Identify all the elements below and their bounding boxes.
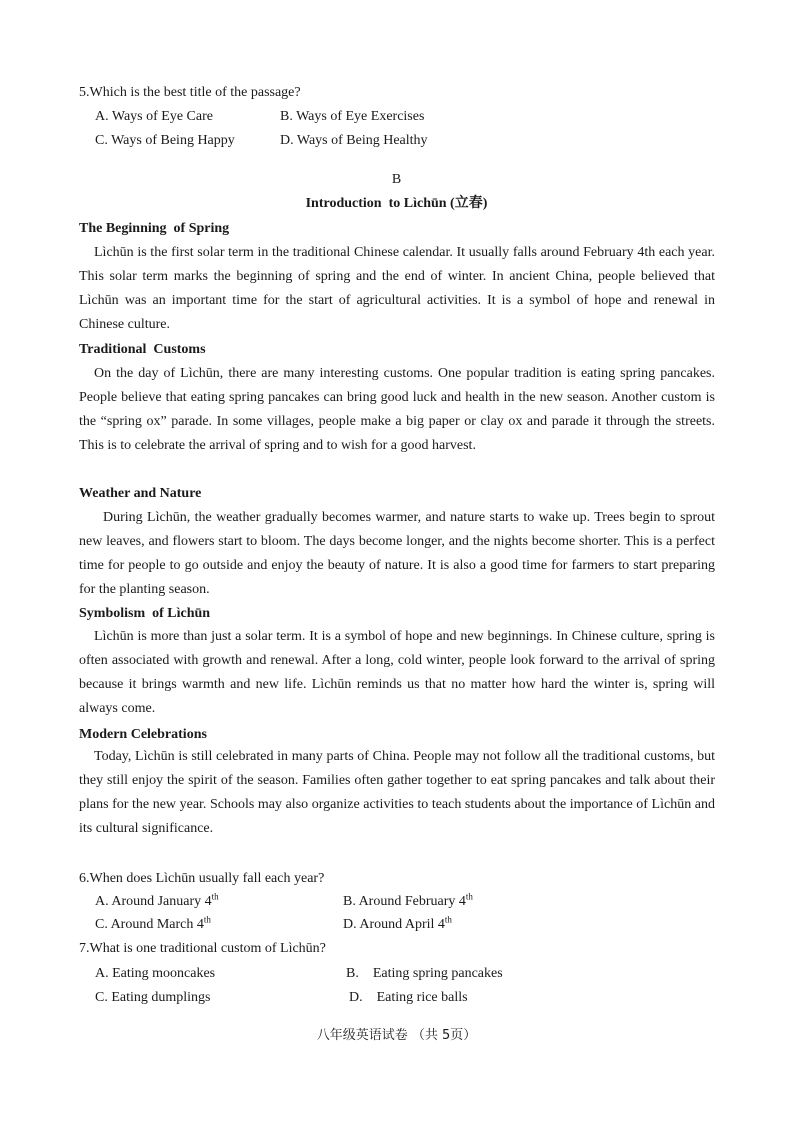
section-paragraph: Lìchūn is more than just a solar term. It is a symbol of hope and new beginnings. In Chinese culture, spring is often associated with growth and renewal. After a long, cold winter, people look forward to the arrival of spring because it brings warmth and new life. Lìchūn reminds us that no matter how hard the winter is, spring will always come. [79, 629, 715, 716]
q6-stem: 6.When does Lìchūn usually fall each year? [79, 871, 325, 886]
section-paragraph: During Lìchūn, the weather gradually becomes warmer, and nature starts to wake up. Trees begin to sprout new leaves, and flowers start to bloom. The days become longer, and the nights become shorter. This is a perfect time for people to go outside and enjoy the beauty of nature. It is also a good time for farmers to start preparing for the planting season. [79, 510, 715, 597]
q5-option-c: C. Ways of Being Happy [95, 133, 235, 148]
section-paragraph: On the day of Lìchūn, there are many interesting customs. One popular tradition is eating spring pancakes. People believe that eating spring pancakes can bring good luck and health in the new season. Another custom is the “spring ox” parade. In some villages, people make a big paper or clay ox and parade it through the streets. This is to celebrate the arrival of spring and to wish for a good harvest. [79, 366, 715, 453]
q7-option-b: B. Eating spring pancakes [346, 966, 503, 981]
section-heading: The Beginning of Spring [79, 221, 230, 236]
section-paragraph: Today, Lìchūn is still celebrated in many parts of China. People may not follow all the traditional customs, but they still enjoy the spirit of the season. Families often gather together to eat spring pancakes and talk about their plans for the new year. Schools may also organize activities to teach students about the importance of Lìchūn and its cultural significance. [79, 749, 715, 836]
q6-option-c: C. Around March 4th [95, 914, 211, 932]
section-heading: Weather and Nature [79, 486, 202, 501]
q6-option-b: B. Around February 4th [343, 891, 473, 909]
q6-option-a: A. Around January 4th [95, 891, 219, 909]
q5-option-d: D. Ways of Being Healthy [280, 133, 428, 148]
section-heading: Traditional Customs [79, 342, 206, 357]
section-heading: Modern Celebrations [79, 727, 207, 742]
passage-title: Introduction to Lìchūn (立春) [305, 196, 488, 211]
page-footer: 八年级英语试卷 （共 5页） [316, 1028, 477, 1043]
q5-option-b: B. Ways of Eye Exercises [280, 109, 425, 124]
q5-option-a: A. Ways of Eye Care [95, 109, 213, 124]
q7-option-d: D. Eating rice balls [349, 990, 468, 1005]
section-letter: B [391, 172, 402, 187]
section-heading: Symbolism of Lìchūn [79, 606, 211, 621]
q5-stem: 5.Which is the best title of the passage? [79, 85, 301, 100]
section-paragraph: Lìchūn is the first solar term in the traditional Chinese calendar. It usually falls around February 4th each year. This solar term marks the beginning of spring and the end of winter. In ancient China, people believed that Lìchūn was an important time for the start of agricultural activities. It is a symbol of hope and renewal in Chinese culture. [79, 245, 715, 332]
q7-option-a: A. Eating mooncakes [95, 966, 216, 981]
q7-stem: 7.What is one traditional custom of Lìchūn? [79, 941, 326, 956]
q7-option-c: C. Eating dumplings [95, 990, 211, 1005]
q6-option-d: D. Around April 4th [343, 914, 452, 932]
